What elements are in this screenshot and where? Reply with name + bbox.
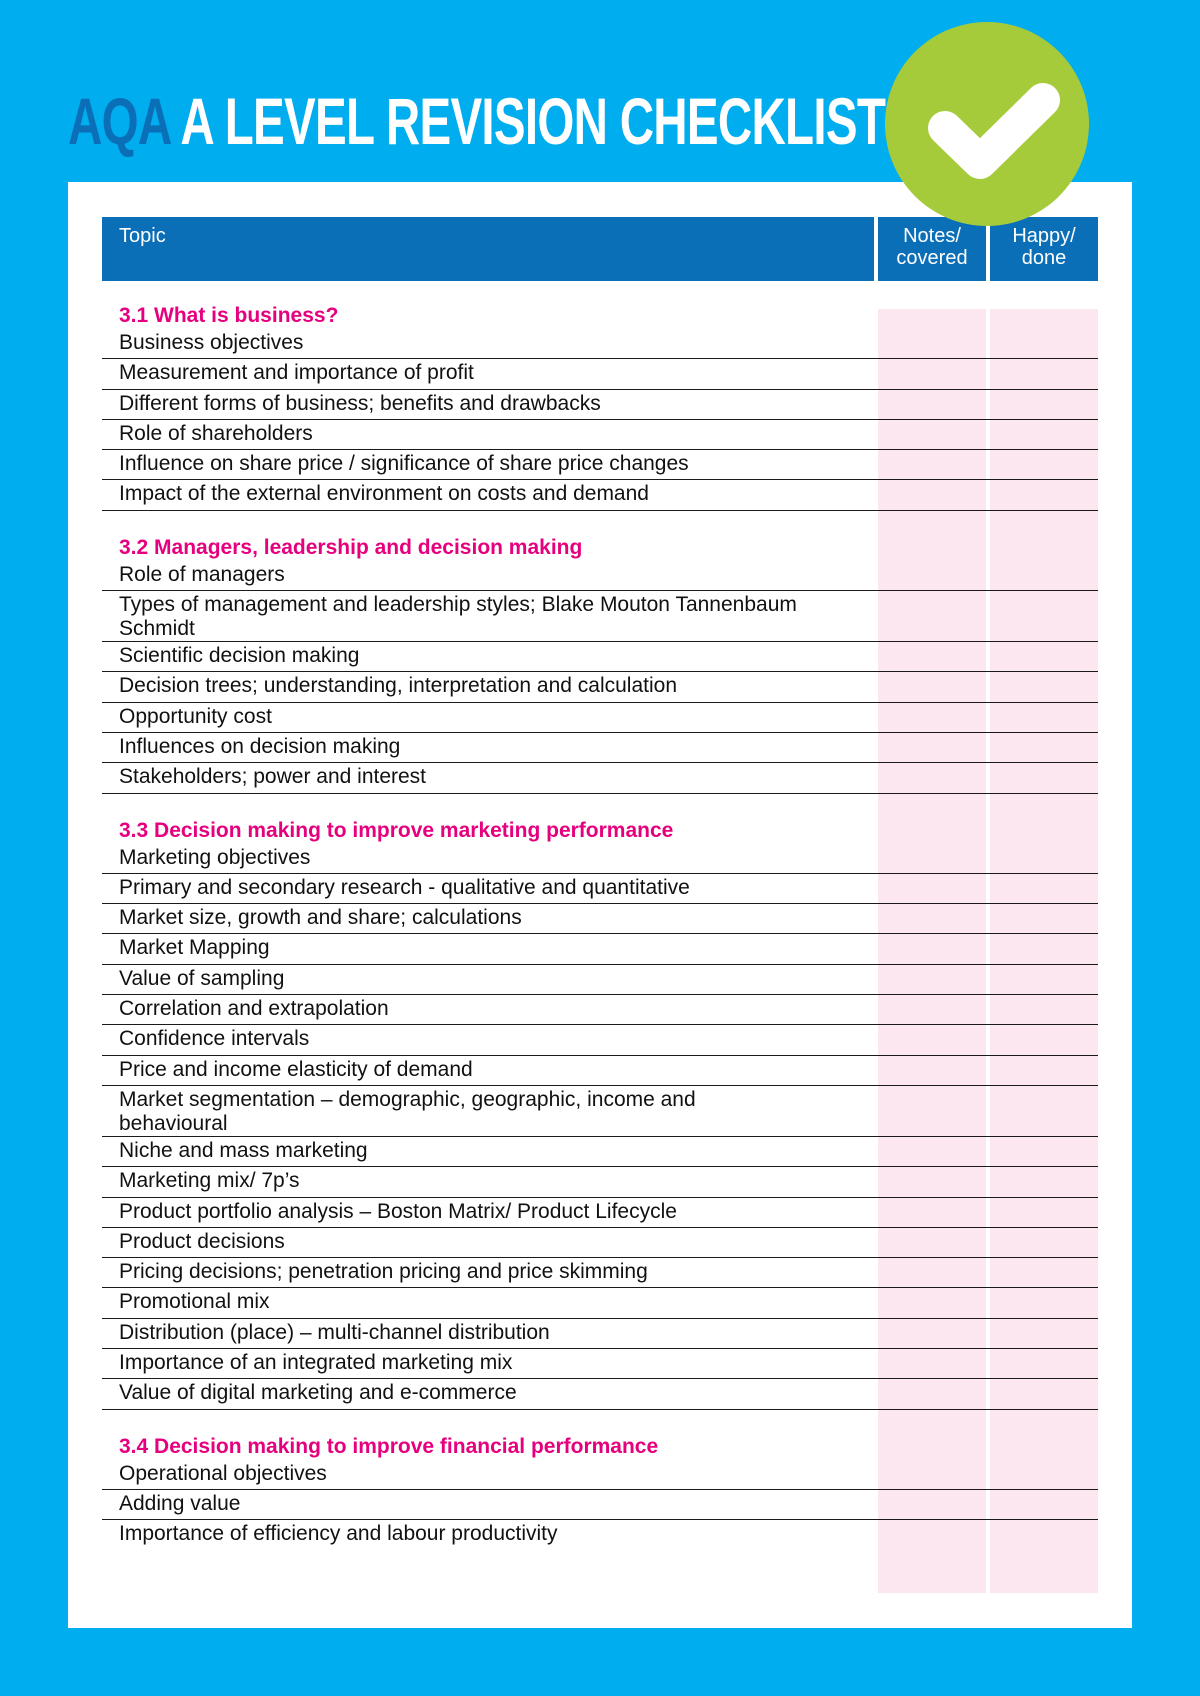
checklist-row [102, 390, 1098, 420]
topic-list [102, 299, 1098, 1551]
page-title [68, 84, 886, 158]
topic-label: Influence on share price / significance of share price changes [119, 452, 689, 476]
checklist-row [102, 672, 1098, 702]
checklist-row [102, 733, 1098, 763]
checklist-row [102, 1086, 1098, 1137]
checklist-row [102, 1460, 1098, 1490]
header-topic-label: Topic [119, 225, 166, 247]
topic-label: Market segmentation – demographic, geographic, income and behavioural [119, 1087, 696, 1135]
header-happy-line1: Happy/ [1012, 225, 1076, 247]
topic-label: Product decisions [119, 1229, 285, 1253]
checklist-row [102, 1520, 1098, 1550]
topic-label: Market size, growth and share; calculations [119, 906, 522, 930]
topic-label: Niche and mass marketing [119, 1138, 368, 1162]
topic-label: Different forms of business; benefits and drawbacks [119, 391, 601, 415]
checklist-row [102, 1349, 1098, 1379]
topic-label: Pricing decisions; penetration pricing and price skimming [119, 1260, 648, 1284]
checklist-panel [68, 182, 1132, 1628]
checklist-row [102, 1288, 1098, 1318]
checklist-row [102, 1056, 1098, 1086]
checklist-section [102, 1430, 1098, 1551]
topic-label: Market Mapping [119, 936, 270, 960]
checklist-row [102, 359, 1098, 389]
header-happy-line2: done [1021, 247, 1067, 269]
topic-label: Value of digital marketing and e-commerce [119, 1381, 517, 1405]
checklist-row [102, 1198, 1098, 1228]
checklist-section [102, 814, 1098, 1410]
section-title: 3.3 Decision making to improve marketing performance [119, 818, 674, 842]
topic-label: Adding value [119, 1491, 241, 1515]
checklist-row [102, 642, 1098, 672]
checklist-row [102, 1258, 1098, 1288]
checklist-section [102, 531, 1098, 794]
checklist-row [102, 420, 1098, 450]
checklist-row [102, 450, 1098, 480]
checklist-row [102, 844, 1098, 874]
section-title: 3.2 Managers, leadership and decision making [119, 535, 583, 559]
checklist-row [102, 1319, 1098, 1349]
section-title: 3.1 What is business? [119, 304, 339, 327]
topic-label: Distribution (place) – multi-channel distribution [119, 1320, 550, 1344]
checklist-row [102, 561, 1098, 591]
topic-label: Role of managers [119, 562, 285, 586]
checklist-row [102, 1025, 1098, 1055]
header-topic [102, 217, 874, 281]
checklist-row [102, 995, 1098, 1025]
topic-label: Confidence intervals [119, 1027, 310, 1051]
topic-label: Marketing mix/ 7p’s [119, 1169, 300, 1193]
checklist-row [102, 1137, 1098, 1167]
topic-label: Decision trees; understanding, interpretation and calculation [119, 674, 678, 698]
title-text: A LEVEL REVISION CHECKLIST [180, 84, 886, 158]
topic-label: Influences on decision making [119, 734, 401, 758]
checklist-row [102, 904, 1098, 934]
checklist-row [102, 763, 1098, 793]
section-title: 3.4 Decision making to improve financial performance [119, 1434, 659, 1458]
topic-label: Correlation and extrapolation [119, 997, 389, 1021]
checklist-row [102, 1490, 1098, 1520]
topic-label: Operational objectives [119, 1461, 327, 1485]
checklist-row [102, 591, 1098, 642]
checklist-row [102, 1228, 1098, 1258]
topic-label: Stakeholders; power and interest [119, 765, 427, 789]
topic-label: Business objectives [119, 331, 304, 354]
checkmark-badge [885, 22, 1089, 226]
header-notes [878, 217, 986, 281]
title-brand: AQA [68, 84, 170, 158]
topic-label: Role of shareholders [119, 421, 313, 445]
checklist-row [102, 934, 1098, 964]
header-happy [990, 217, 1098, 281]
checklist-row [102, 1379, 1098, 1409]
checklist-row [102, 703, 1098, 733]
topic-label: Product portfolio analysis – Boston Matrix/ Product Lifecycle [119, 1199, 677, 1223]
topic-label: Price and income elasticity of demand [119, 1057, 473, 1081]
topic-label: Opportunity cost [119, 704, 272, 728]
checklist-section [102, 299, 1098, 511]
topic-label: Importance of an integrated marketing mix [119, 1351, 513, 1375]
header-notes-line2: covered [896, 247, 968, 269]
checklist-row [102, 329, 1098, 359]
topic-label: Importance of efficiency and labour productivity [119, 1522, 558, 1546]
checklist-row [102, 1167, 1098, 1197]
topic-label: Promotional mix [119, 1290, 270, 1314]
topic-label: Types of management and leadership styles; Blake Mouton Tannenbaum Schmidt [119, 593, 797, 641]
checkmark-icon [885, 22, 1089, 226]
checklist-row [102, 965, 1098, 995]
topic-label: Scientific decision making [119, 644, 360, 668]
topic-label: Primary and secondary research - qualitative and quantitative [119, 875, 690, 899]
checklist-row [102, 874, 1098, 904]
topic-label: Measurement and importance of profit [119, 361, 474, 385]
topic-label: Marketing objectives [119, 845, 311, 869]
topic-label: Impact of the external environment on costs and demand [119, 482, 649, 506]
topic-label: Value of sampling [119, 966, 285, 990]
header-notes-line1: Notes/ [903, 225, 961, 247]
checklist-row [102, 480, 1098, 510]
